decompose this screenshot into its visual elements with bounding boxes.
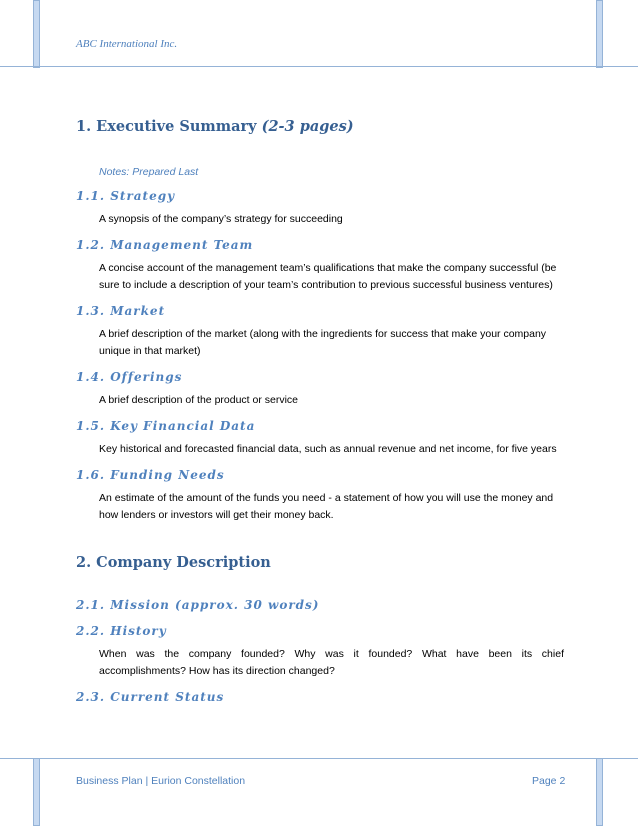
header-rule (0, 66, 638, 67)
frame-bar-top-left (33, 0, 40, 68)
section-1-length-note: (2-3 pages) (261, 118, 354, 135)
subsection-1-5-heading: 1.5. Key Financial Data (76, 419, 256, 433)
frame-bar-top-right (596, 0, 603, 68)
subsection-1-3-heading: 1.3. Market (76, 304, 166, 318)
subsection-2-2-heading: 2.2. History (76, 624, 167, 638)
page-content (76, 114, 564, 704)
subsection-2-3-heading: 2.3. Current Status (76, 690, 225, 704)
section-1-heading (76, 118, 564, 135)
subsection-1-1-heading: 1.1. Strategy (76, 189, 176, 203)
subsection-2-2-text: When was the company founded? Why was it founded? What have been its chief accomplishments? How has its direction changed? (99, 648, 564, 677)
footer-rule (0, 758, 638, 759)
subsection-1-6-heading: 1.6. Funding Needs (76, 468, 225, 482)
footer-page-number: Page 2 (532, 775, 566, 787)
frame-bar-bottom-right (596, 758, 603, 826)
subsection-1-3-text: A brief description of the market (along with the ingredients for success that make your company unique in that market) (99, 328, 547, 357)
section-2-heading: 2. Company Description (76, 554, 271, 571)
subsection-1-6-text: An estimate of the amount of the funds you need - a statement of how you will use the money and how lenders or investors will get their money back. (99, 492, 554, 521)
subsection-1-4-text: A brief description of the product or service (99, 394, 299, 406)
section-1-title: 1. Executive Summary (76, 118, 262, 135)
subsection-1-5-text: Key historical and forecasted financial data, such as annual revenue and net income, for five years (99, 443, 557, 455)
footer-document-title: Business Plan | Eurion Constellation (76, 775, 246, 787)
subsection-1-2-heading: 1.2. Management Team (76, 238, 254, 252)
subsection-1-4-heading: 1.4. Offerings (76, 370, 183, 384)
subsection-1-1-text: A synopsis of the company’s strategy for succeeding (99, 213, 343, 225)
subsection-2-1-heading: 2.1. Mission (approx. 30 words) (76, 598, 320, 612)
frame-bar-bottom-left (33, 758, 40, 826)
header-company-name: ABC International Inc. (76, 38, 178, 50)
section-1-notes: Notes: Prepared Last (99, 166, 199, 178)
subsection-1-2-text: A concise account of the management team’s qualifications that make the company successful (be sure to include a description of your team’s contribution to previous successful business ventures) (99, 262, 557, 291)
